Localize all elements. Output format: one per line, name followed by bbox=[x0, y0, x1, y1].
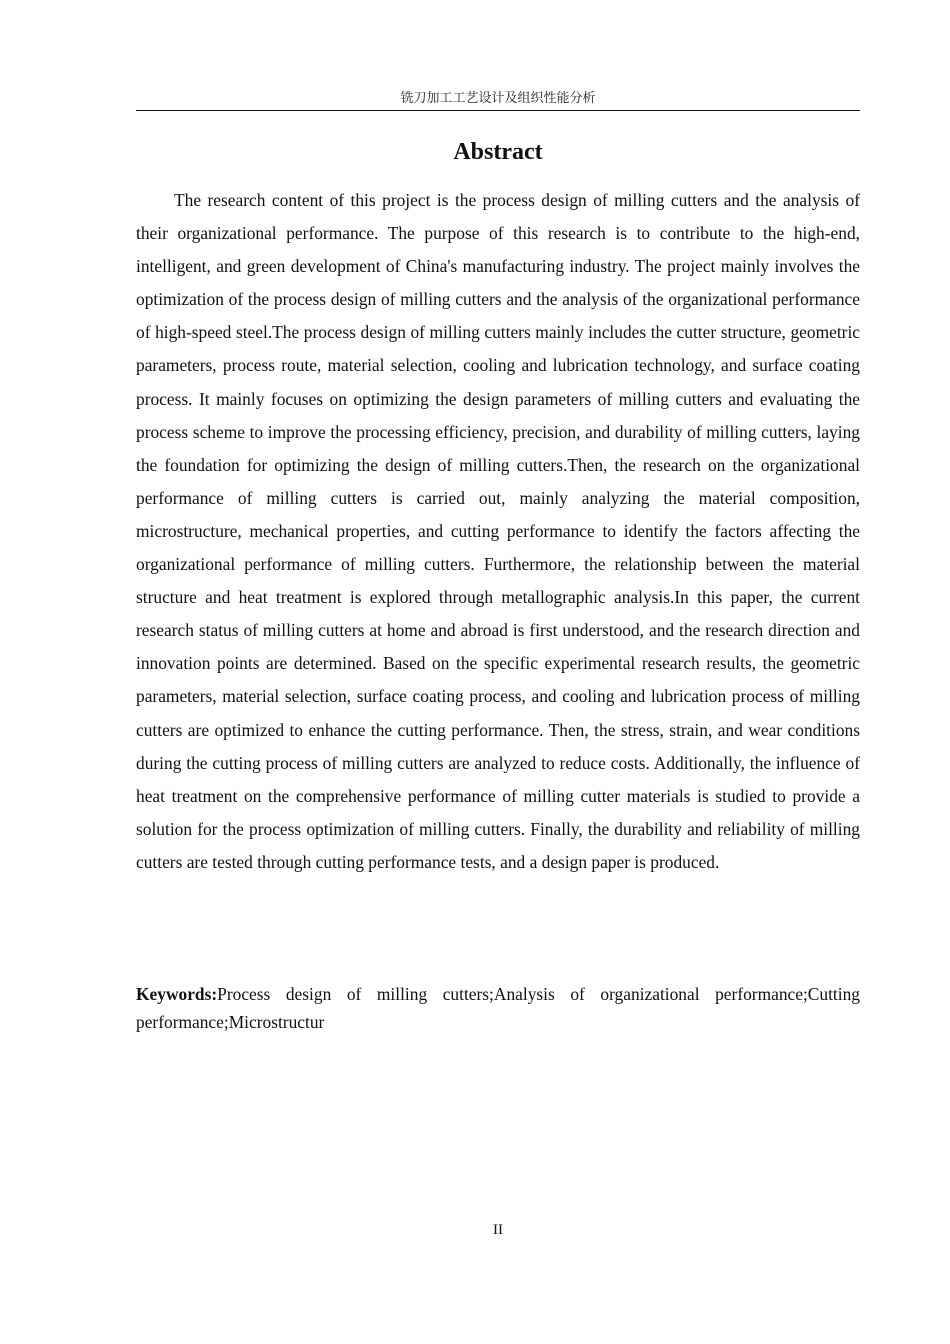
abstract-paragraph: The research content of this project is the process design of milling cutters and the analysis of their organizational performance. The purpose of this research is to contribute to the high-end, intelligent, and green development of China's manufacturing industry. The project mainly involves the optimization of the process design of milling cutters and the analysis of the organizational performance of high-speed steel.The process design of milling cutters mainly includes the cutter structure, geometric parameters, process route, material selection, cooling and lubrication technology, and surface coating process. It mainly focuses on optimizing the design parameters of milling cutters and evaluating the process scheme to improve the processing efficiency, precision, and durability of milling cutters, laying the foundation for optimizing the design of milling cutters.Then, the research on the organizational performance of milling cutters is carried out, mainly analyzing the material composition, microstructure, mechanical properties, and cutting performance to identify the factors affecting the organizational performance of milling cutters. Furthermore, the relationship between the material structure and heat treatment is explored through metallographic analysis.In this paper, the current research status of milling cutters at home and abroad is first understood, and the research direction and innovation points are determined. Based on the specific experimental research results, the geometric parameters, material selection, surface coating process, and cooling and lubrication process of milling cutters are optimized to enhance the cutting performance. Then, the stress, strain, and wear conditions during the cutting process of milling cutters are analyzed to reduce costs. Additionally, the influence of heat treatment on the comprehensive performance of milling cutter materials is studied to provide a solution for the process optimization of milling cutters. Finally, the durability and reliability of milling cutters are tested through cutting performance tests, and a design paper is produced. bbox=[136, 190, 860, 872]
header-divider bbox=[136, 110, 860, 111]
keywords-label: Keywords: bbox=[136, 984, 218, 1004]
keywords-text: Process design of milling cutters;Analysis of organizational performance;Cutting performance;Microstructur bbox=[136, 984, 860, 1032]
running-header-title: 铣刀加工工艺设计及组织性能分析 bbox=[400, 91, 596, 106]
page-number: II bbox=[493, 1222, 503, 1238]
keywords-line bbox=[136, 980, 860, 1036]
page-title: Abstract bbox=[453, 139, 543, 165]
